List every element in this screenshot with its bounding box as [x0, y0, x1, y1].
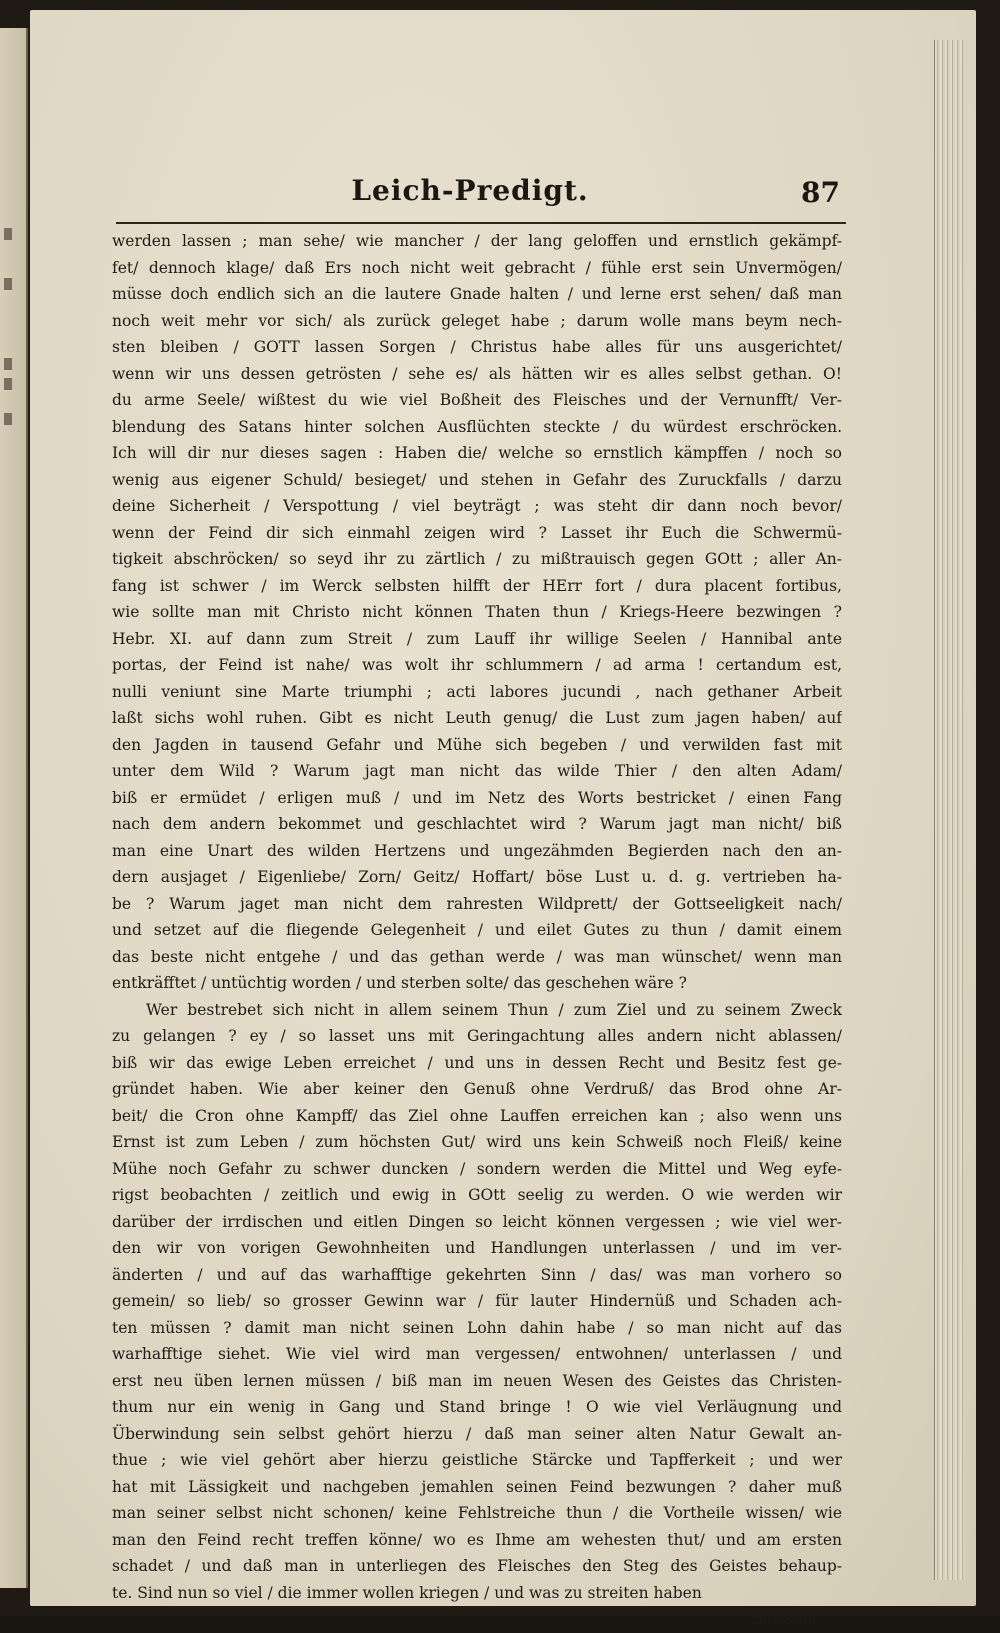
text-line: und setzet auf die fliegende Gelegenheit / und eilet Gutes zu thun / damit einem: [112, 921, 842, 939]
text-line: das beste nicht entgehe / und das gethan werde / was man wünschet/ wenn man: [112, 947, 842, 966]
text-line: sten bleiben / GOTT lassen Sorgen / Christus habe alles für uns ausgerichtet/: [112, 338, 842, 356]
text-line: beit/ die Cron ohne Kampff/ das Ziel ohne Lauffen erreichen kan ; also wenn uns: [112, 1106, 842, 1125]
text-line: thue ; wie viel gehört aber hierzu geistliche Stärcke und Tapfferkeit ; und wer: [112, 1451, 842, 1469]
text-line: wenn der Feind dir sich einmahl zeigen wird ? Lasset ihr Euch die Schwermü-: [112, 523, 842, 542]
text-line: thum nur ein wenig in Gang und Stand bringe ! O wie viel Verläugnung und: [112, 1398, 842, 1416]
facing-page-edge: [0, 28, 28, 1588]
text-line: deine Sicherheit / Verspottung / viel beyträgt ; was steht dir dann noch bevor/: [112, 497, 842, 515]
body-text: [112, 228, 842, 1633]
text-line: wenig aus eigener Schuld/ besieget/ und stehen in Gefahr des Zuruckfalls / darzu: [112, 470, 842, 489]
text-line: man seiner selbst nicht schonen/ keine Fehlstreiche thun / die Vortheile wissen/ wie: [112, 1504, 842, 1522]
text-line: fet/ dennoch klage/ daß Ers noch nicht weit gebracht / fühle erst sein Unvermögen/: [112, 258, 842, 277]
text-line: Mühe noch Gefahr zu schwer duncken / sondern werden die Mittel und Weg eyfe-: [112, 1159, 842, 1178]
text-line: nach dem andern bekommet und geschlachtet wird ? Warum jagt man nicht/ biß: [112, 815, 842, 833]
text-line: tigkeit abschröcken/ so seyd ihr zu zärtlich / zu mißtrauisch gegen GOtt ; aller An-: [112, 550, 842, 568]
text-line: wenn wir uns dessen getrösten / sehe es/ als hätten wir es alles selbst gethan. O!: [112, 364, 842, 383]
text-line: Wer bestrebet sich nicht in allem seinem Thun / zum Ziel und zu seinem Zweck: [146, 1000, 842, 1019]
text-line: den wir von vorigen Gewohnheiten und Handlungen unterlassen / und im ver-: [112, 1239, 842, 1257]
text-line: Hebr. XI. auf dann zum Streit / zum Lauff ihr willige Seelen / Hannibal ante: [112, 629, 842, 648]
text-line: hat mit Lässigkeit und nachgeben jemahlen seinen Feind bezwungen ? daher muß: [112, 1477, 842, 1496]
text-line: unter dem Wild ? Warum jagt man nicht das wilde Thier / den alten Adam/: [112, 762, 842, 780]
text-line: darüber der irrdischen und eitlen Dingen so leicht können vergessen ; wie viel wer-: [112, 1212, 842, 1231]
text-line: portas, der Feind ist nahe/ was wolt ihr schlummern / ad arma ! certandum est,: [112, 656, 842, 674]
text-line: zu gelangen ? ey / so lasset uns mit Geringachtung alles andern nicht ablassen/: [112, 1027, 842, 1045]
page-header: [100, 166, 840, 226]
text-line: dern ausjaget / Eigenliebe/ Zorn/ Geitz/ Hoffart/ böse Lust u. d. g. vertrieben ha-: [112, 868, 842, 886]
header-rule: [116, 222, 846, 224]
text-line: Ernst ist zum Leben / zum höchsten Gut/ wird uns kein Schweiß noch Fleiß/ keine: [112, 1133, 842, 1151]
text-line: Ich will dir nur dieses sagen : Haben die/ welche so ernstlich kämpffen / noch so: [112, 444, 842, 462]
text-line: biß er ermüdet / erligen muß / und im Netz des Worts bestricket / einen Fang: [112, 788, 842, 807]
text-line: gemein/ so lieb/ so grosser Gewinn war / für lauter Hindernüß und Schaden ach-: [112, 1292, 842, 1310]
text-line: warhafftige siehet. Wie viel wird man vergessen/ entwohnen/ unterlassen / und: [112, 1345, 842, 1363]
text-line: änderten / und auf das warhafftige gekehrten Sinn / das/ was man vorhero so: [112, 1265, 842, 1284]
page-fore-edge: [934, 40, 965, 1580]
text-line: erst neu üben lernen müssen / biß man im neuen Wesen des Geistes das Christen-: [112, 1371, 842, 1390]
text-line: biß wir das ewige Leben erreichet / und uns in dessen Recht und Besitz fest ge-: [112, 1053, 842, 1072]
text-line: te. Sind nun so viel / die immer wollen kriegen / und was zu streiten haben: [112, 1583, 702, 1602]
page-number: 87: [801, 176, 840, 209]
text-line: man den Feind recht treffen könne/ wo es Ihme am wehesten thut/ und am ersten: [112, 1530, 842, 1549]
text-line: rigst beobachten / zeitlich und ewig in GOtt seelig zu werden. O wie werden wir: [112, 1186, 842, 1204]
text-line: werden lassen ; man sehe/ wie mancher / der lang geloffen und ernstlich gekämpf-: [112, 232, 842, 250]
text-line: fang ist schwer / im Werck selbsten hilfft der HErr fort / dura placent fortibus,: [112, 576, 842, 595]
text-line: gründet haben. Wie aber keiner den Genuß ohne Verdruß/ das Brod ohne Ar-: [112, 1080, 842, 1098]
text-line: laßt sichs wohl ruhen. Gibt es nicht Leuth genug/ die Lust zum jagen haben/ auf: [112, 709, 842, 727]
text-line: den Jagden in tausend Gefahr und Mühe sich begeben / und verwilden fast mit: [112, 735, 842, 754]
text-line: ten müssen ? damit man nicht seinen Lohn dahin habe / so man nicht auf das: [112, 1318, 842, 1337]
text-line: man eine Unart des wilden Hertzens und ungezähmden Begierden nach den an-: [112, 841, 842, 860]
running-title: Leich-Predigt.: [351, 174, 589, 207]
text-line: nulli veniunt sine Marte triumphi ; acti labores jucundi , nach gethaner Arbeit: [112, 682, 842, 701]
text-line: du arme Seele/ wißtest du wie viel Boßheit des Fleisches und der Vernunfft/ Ver-: [112, 391, 842, 409]
text-line: wie sollte man mit Christo nicht können Thaten thun / Kriegs-Heere bezwingen ?: [112, 603, 842, 621]
text-line: schadet / und daß man in unterliegen des Fleisches den Steg des Geistes behaup-: [112, 1557, 842, 1575]
text-line: blendung des Satans hinter solchen Ausflüchten steckte / du würdest erschröcken.: [112, 417, 842, 436]
text-line: Überwindung sein selbst gehört hierzu / daß man seiner alten Natur Gewalt an-: [112, 1424, 842, 1443]
catchword: müssen/: [753, 1610, 818, 1628]
text-line: be ? Warum jaget man nicht dem rahresten Wildprett/ der Gottseeligkeit nach/: [112, 894, 842, 913]
text-line: müsse doch endlich sich an die lautere Gnade halten / und lerne erst sehen/ daß man: [112, 285, 842, 303]
text-line: entkräfftet / untüchtig worden / und sterben solte/ das geschehen wäre ?: [112, 974, 687, 992]
text-line: noch weit mehr vor sich/ als zurück geleget habe ; darum wolle mans beym nech-: [112, 311, 842, 330]
